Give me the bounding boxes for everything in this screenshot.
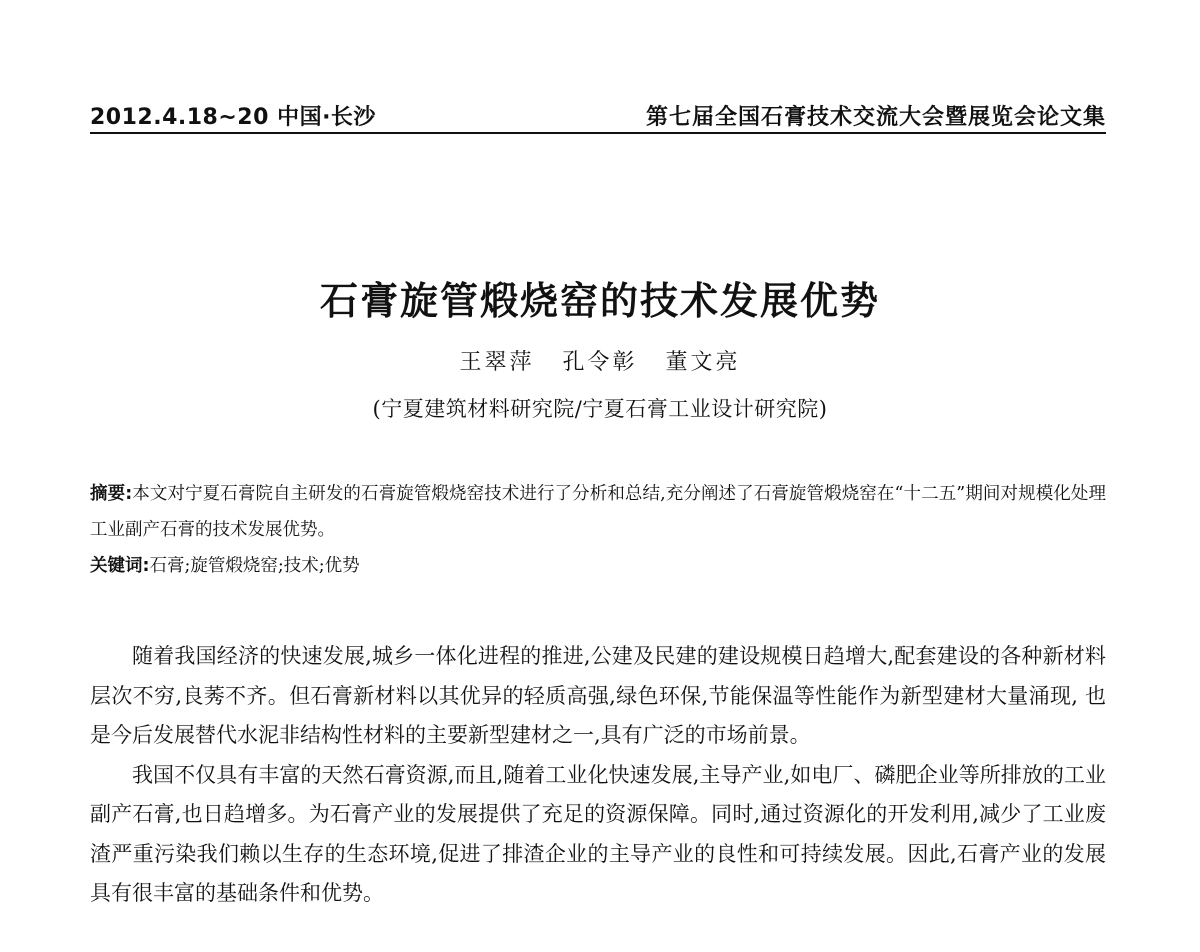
proceedings-title: 第七届全国石膏技术交流大会暨展览会论文集 [645, 105, 1106, 130]
conference-date-location: 2012.4.18~20 中国·长沙 [90, 105, 376, 130]
body-paragraph: 我国不仅具有丰富的天然石膏资源,而且,随着工业化快速发展,主导产业,如电厂、磷肥企业等所排放的工业副产石膏,也日趋增多。为石膏产业的发展提供了充足的资源保障。同时,通过资源化的开发利用,减少了工业废渣严重污染我们赖以生存的生态环境,促进了排渣企业的主导产业的良性和可持续发展。因此,石膏产业的发展具有很丰富的基础条件和优势。 [90, 762, 1106, 905]
body-paragraph: 随着我国经济的快速发展,城乡一体化进程的推进,公建及民建的建设规模日趋增大,配套建设的各种新材料层次不穷,良莠不齐。但石膏新材料以其优异的轻质高强,绿色环保,节能保温等性能作为新型建材大量涌现, 也是今后发展替代水泥非结构性材料的主要新型建材之一,具有广泛的市场前景。 [90, 644, 1106, 747]
keywords-text: 石膏;旋管煅烧窑;技术;优势 [149, 556, 360, 576]
abstract-text: 本文对宁夏石膏院自主研发的石膏旋管煅烧窑技术进行了分析和总结,充分阐述了石膏旋管煅烧窑在“十二五”期间对规模化处理工业副产石膏的技术发展优势。 [90, 484, 1106, 540]
running-header [90, 98, 1106, 134]
authors: 王翠萍 孔令彰 董文亮 [459, 350, 741, 375]
body-text [90, 637, 1106, 914]
abstract-section [90, 476, 1106, 584]
abstract [90, 476, 1106, 548]
keywords-label: 关键词: [90, 556, 150, 576]
abstract-label: 摘要: [90, 484, 133, 504]
affiliation: (宁夏建筑材料研究院/宁夏石膏工业设计研究院) [372, 397, 828, 421]
keywords [90, 548, 1106, 584]
paper-title: 石膏旋管煅烧窑的技术发展优势 [319, 279, 880, 323]
